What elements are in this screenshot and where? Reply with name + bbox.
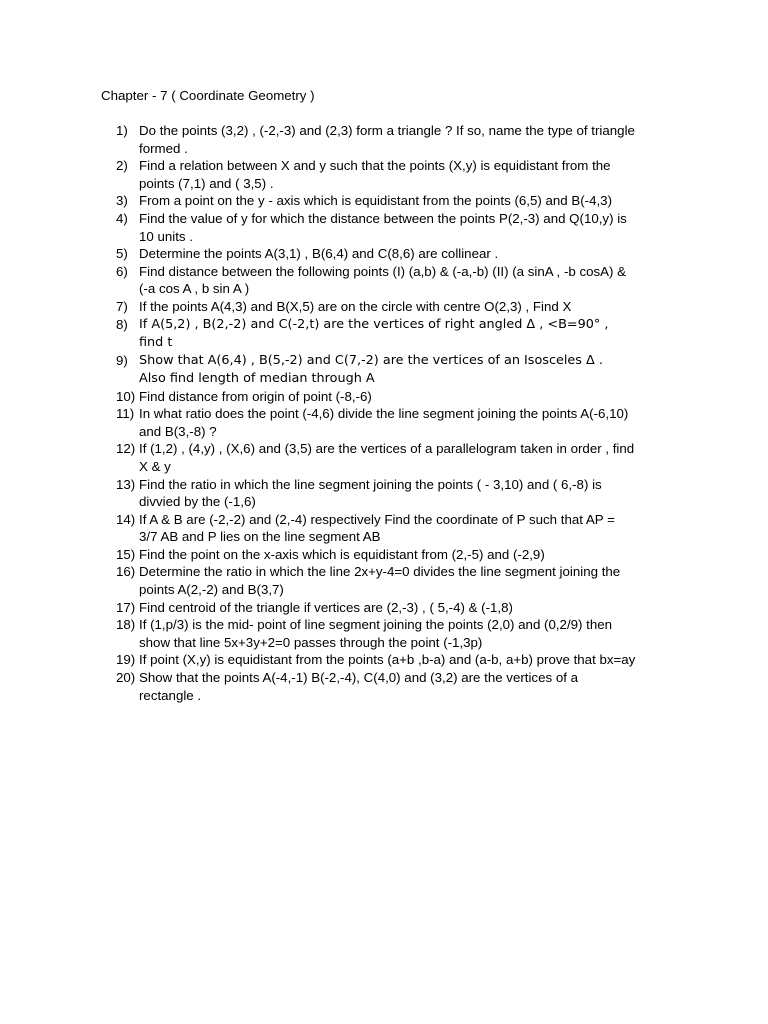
question-item: [0, 388, 768, 406]
question-line: If the points A(4,3) and B(X,5) are on the circle with centre O(2,3) , Find X: [139, 298, 572, 314]
question-text: [139, 263, 674, 298]
question-item: [0, 599, 768, 617]
question-item: [0, 616, 768, 651]
question-text: [139, 563, 674, 598]
question-item: [0, 651, 768, 669]
question-line: and B(3,-8) ?: [139, 423, 217, 439]
question-line: formed .: [139, 140, 188, 156]
question-line: Determine the ratio in which the line 2x+y-4=0 divides the line segment joining the: [139, 564, 621, 580]
question-item: [0, 669, 768, 704]
question-list: [0, 122, 768, 704]
question-line: Do the points (3,2) , (-2,-3) and (2,3) form a triangle ? If so, name the type of triangle: [139, 123, 635, 138]
question-line: If A(5,2) , B(2,-2) and C(-2,t) are the vertices of right angled Δ , <B=90° ,: [139, 316, 609, 332]
question-item: [0, 405, 768, 440]
question-number: 13): [116, 476, 136, 492]
question-line: points (7,1) and ( 3,5) .: [139, 175, 274, 191]
question-item: [0, 440, 768, 475]
question-text: [139, 511, 674, 546]
question-line: If point (X,y) is equidistant from the points (a+b ,b-a) and (a-b, a+b) prove that bx=ay: [139, 652, 636, 668]
question-number: 1): [116, 123, 128, 138]
question-line: Find a relation between X and y such that the points (X,y) is equidistant from the: [139, 158, 611, 174]
question-text: [139, 192, 674, 210]
question-item: [0, 192, 768, 210]
question-item: [0, 316, 768, 352]
question-text: [139, 316, 674, 352]
question-line: find t: [139, 334, 173, 350]
question-number: 18): [116, 617, 136, 633]
question-text: [139, 405, 674, 440]
question-line: 3/7 AB and P lies on the line segment AB: [139, 529, 381, 545]
question-line: If A & B are (-2,-2) and (2,-4) respectively Find the coordinate of P such that AP =: [139, 511, 615, 527]
question-text: [139, 298, 674, 316]
question-line: Find centroid of the triangle if vertices are (2,-3) , ( 5,-4) & (-1,8): [139, 599, 513, 615]
question-text: [139, 669, 674, 704]
question-text: [139, 245, 674, 263]
question-line: Find distance between the following points (I) (a,b) & (-a,-b) (II) (a sinA , -b cosA) &: [139, 263, 627, 279]
question-number: 9): [116, 352, 128, 368]
question-line: Also find length of median through A: [139, 370, 375, 386]
question-number: 16): [116, 564, 136, 580]
question-line: If (1,p/3) is the mid- point of line segment joining the points (2,0) and (0,2/9) then: [139, 617, 613, 633]
question-line: Find the ratio in which the line segment joining the points ( - 3,10) and ( 6,-8) is: [139, 476, 602, 492]
question-text: [139, 352, 674, 388]
chapter-title: Chapter - 7 ( Coordinate Geometry ): [101, 88, 315, 103]
question-number: 19): [116, 652, 136, 668]
question-number: 4): [116, 210, 128, 226]
question-line: Determine the points A(3,1) , B(6,4) and C(8,6) are collinear .: [139, 246, 499, 262]
question-number: 15): [116, 546, 136, 562]
question-number: 10): [116, 388, 136, 404]
question-text: [139, 210, 674, 245]
question-line: X & y: [139, 458, 171, 474]
question-text: [139, 388, 674, 406]
question-number: 7): [116, 298, 128, 314]
question-line: show that line 5x+3y+2=0 passes through the point (-1,3p): [139, 634, 483, 650]
question-line: Find distance from origin of point (-8,-6): [139, 388, 372, 404]
question-line: If (1,2) , (4,y) , (X,6) and (3,5) are the vertices of a parallelogram taken in order , find: [139, 441, 635, 457]
question-item: [0, 210, 768, 245]
question-item: [0, 245, 768, 263]
question-text: [139, 440, 674, 475]
question-item: [0, 157, 768, 192]
question-line: (-a cos A , b sin A ): [139, 281, 250, 297]
question-number: 2): [116, 158, 128, 174]
question-text: [139, 476, 674, 511]
question-number: 17): [116, 599, 136, 615]
question-number: 6): [116, 263, 128, 279]
question-item: [0, 122, 768, 157]
question-item: [0, 352, 768, 388]
question-line: divvied by the (-1,6): [139, 494, 256, 510]
question-line: Show that A(6,4) , B(5,-2) and C(7,-2) are the vertices of an Isosceles Δ .: [139, 352, 603, 368]
question-item: [0, 546, 768, 564]
question-number: 14): [116, 511, 136, 527]
question-line: rectangle .: [139, 687, 202, 703]
question-item: [0, 511, 768, 546]
question-line: points A(2,-2) and B(3,7): [139, 582, 284, 598]
question-line: Find the value of y for which the distance between the points P(2,-3) and Q(10,y) is: [139, 210, 627, 226]
question-number: 11): [116, 406, 135, 422]
question-text: [139, 546, 674, 564]
question-text: [139, 122, 674, 157]
question-number: 3): [116, 193, 128, 209]
question-text: [139, 599, 674, 617]
question-line: Find the point on the x-axis which is equidistant from (2,-5) and (-2,9): [139, 546, 545, 562]
question-text: [139, 157, 674, 192]
question-number: 20): [116, 670, 136, 686]
question-item: [0, 476, 768, 511]
question-item: [0, 298, 768, 316]
question-line: Show that the points A(-4,-1) B(-2,-4), C(4,0) and (3,2) are the vertices of a: [139, 670, 578, 686]
question-line: In what ratio does the point (-4,6) divide the line segment joining the points A(-6,10): [139, 406, 629, 422]
question-text: [139, 651, 674, 669]
question-number: 5): [116, 246, 128, 262]
question-line: 10 units .: [139, 228, 193, 244]
question-line: From a point on the y - axis which is equidistant from the points (6,5) and B(-4,3): [139, 193, 612, 209]
question-text: [139, 616, 674, 651]
question-item: [0, 263, 768, 298]
question-number: 8): [116, 316, 128, 332]
question-item: [0, 563, 768, 598]
question-number: 12): [116, 441, 136, 457]
